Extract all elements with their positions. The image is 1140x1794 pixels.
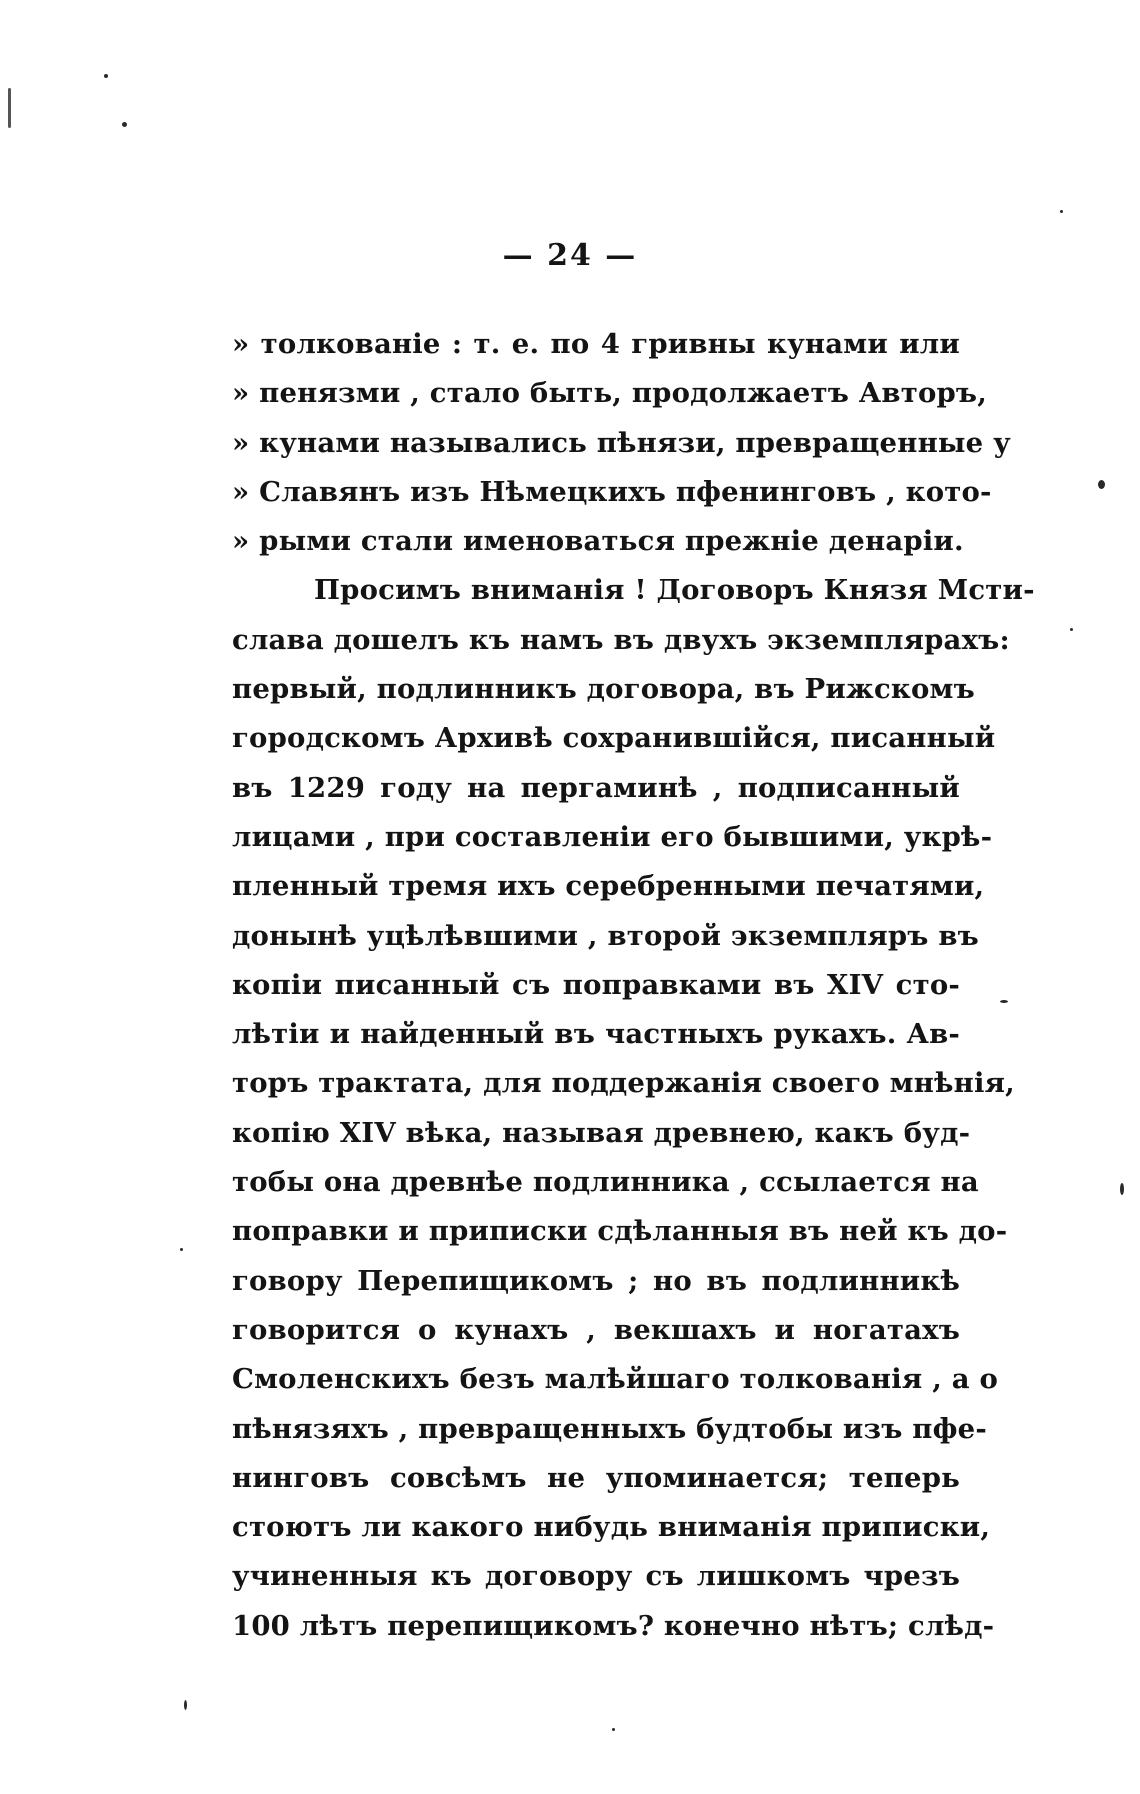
text-line: говорится о кунахъ , векшахъ и ногатахъ bbox=[232, 1313, 960, 1346]
text-line: слава дошелъ къ намъ въ двухъ экземплярахъ: bbox=[232, 623, 1010, 656]
text-line: копію XIV вѣка, называя древнею, какъ буд- bbox=[232, 1116, 971, 1149]
scan-speck bbox=[8, 88, 11, 128]
scan-speck bbox=[1060, 210, 1063, 213]
text-line: нинговъ совсѣмъ не упоминается; теперь bbox=[232, 1461, 960, 1494]
text-line: » рыми стали именоваться прежніе денаріи. bbox=[232, 525, 964, 558]
text-line: въ 1229 году на пергаминѣ , подписанный bbox=[232, 771, 960, 804]
text-line: » кунами назывались пѣнязи, превращенные у bbox=[232, 426, 1011, 459]
scan-speck bbox=[1000, 1000, 1008, 1003]
scan-speck bbox=[180, 1248, 183, 1251]
body-text bbox=[232, 320, 1035, 1651]
text-line: торъ трактата, для поддержанія своего мнѣнія, bbox=[232, 1067, 1015, 1100]
scan-speck bbox=[184, 1700, 187, 1710]
text-line: поправки и приписки сдѣланныя въ ней къ до- bbox=[232, 1215, 1008, 1248]
text-line: учиненныя къ договору съ лишкомъ чрезъ bbox=[232, 1560, 960, 1593]
scan-speck bbox=[1120, 1183, 1124, 1195]
text-line: » толкованіе : т. е. по 4 гривны кунами или bbox=[232, 328, 960, 360]
scan-speck bbox=[1098, 480, 1105, 489]
text-line: первый, подлинникъ договора, въ Рижскомъ bbox=[232, 673, 975, 706]
scan-speck bbox=[104, 74, 108, 78]
text-line: лицами , при составленіи его бывшими, укрѣ- bbox=[232, 820, 993, 853]
text-line: » пенязми , стало быть, продолжаетъ Авторъ, bbox=[232, 377, 987, 410]
text-line: городскомъ Архивѣ сохранившійся, писанный bbox=[232, 722, 996, 755]
text-line: пѣнязяхъ , превращенныхъ будтобы изъ пфе- bbox=[232, 1412, 987, 1445]
text-line: 100 лѣтъ перепищикомъ? конечно нѣтъ; слѣд- bbox=[232, 1609, 995, 1642]
text-line: пленный тремя ихъ серебренными печатями, bbox=[232, 870, 985, 903]
page-number: — 24 — bbox=[502, 238, 638, 273]
text-line: копіи писанный съ поправками въ XIV сто- bbox=[232, 968, 960, 1001]
text-line: говору Перепищикомъ ; но въ подлинникѣ bbox=[232, 1264, 960, 1297]
text-line: лѣтіи и найденный въ частныхъ рукахъ. Ав- bbox=[232, 1018, 960, 1051]
scan-speck bbox=[122, 122, 127, 127]
text-line: донынѣ уцѣлѣвшими , второй экземпляръ въ bbox=[232, 919, 979, 952]
text-line: » Славянъ изъ Нѣмецкихъ пфенинговъ , кото- bbox=[232, 475, 992, 508]
text-line: тобы она древнѣе подлинника , ссылается на bbox=[232, 1166, 979, 1199]
text-line: стоютъ ли какого нибудь вниманія приписки, bbox=[232, 1511, 991, 1544]
scan-speck bbox=[612, 1728, 615, 1731]
text-line: Просимъ вниманія ! Договоръ Князя Мсти- bbox=[314, 574, 1035, 607]
scan-speck bbox=[1070, 628, 1073, 631]
text-line: Смоленскихъ безъ малѣйшаго толкованія , а о bbox=[232, 1363, 999, 1396]
